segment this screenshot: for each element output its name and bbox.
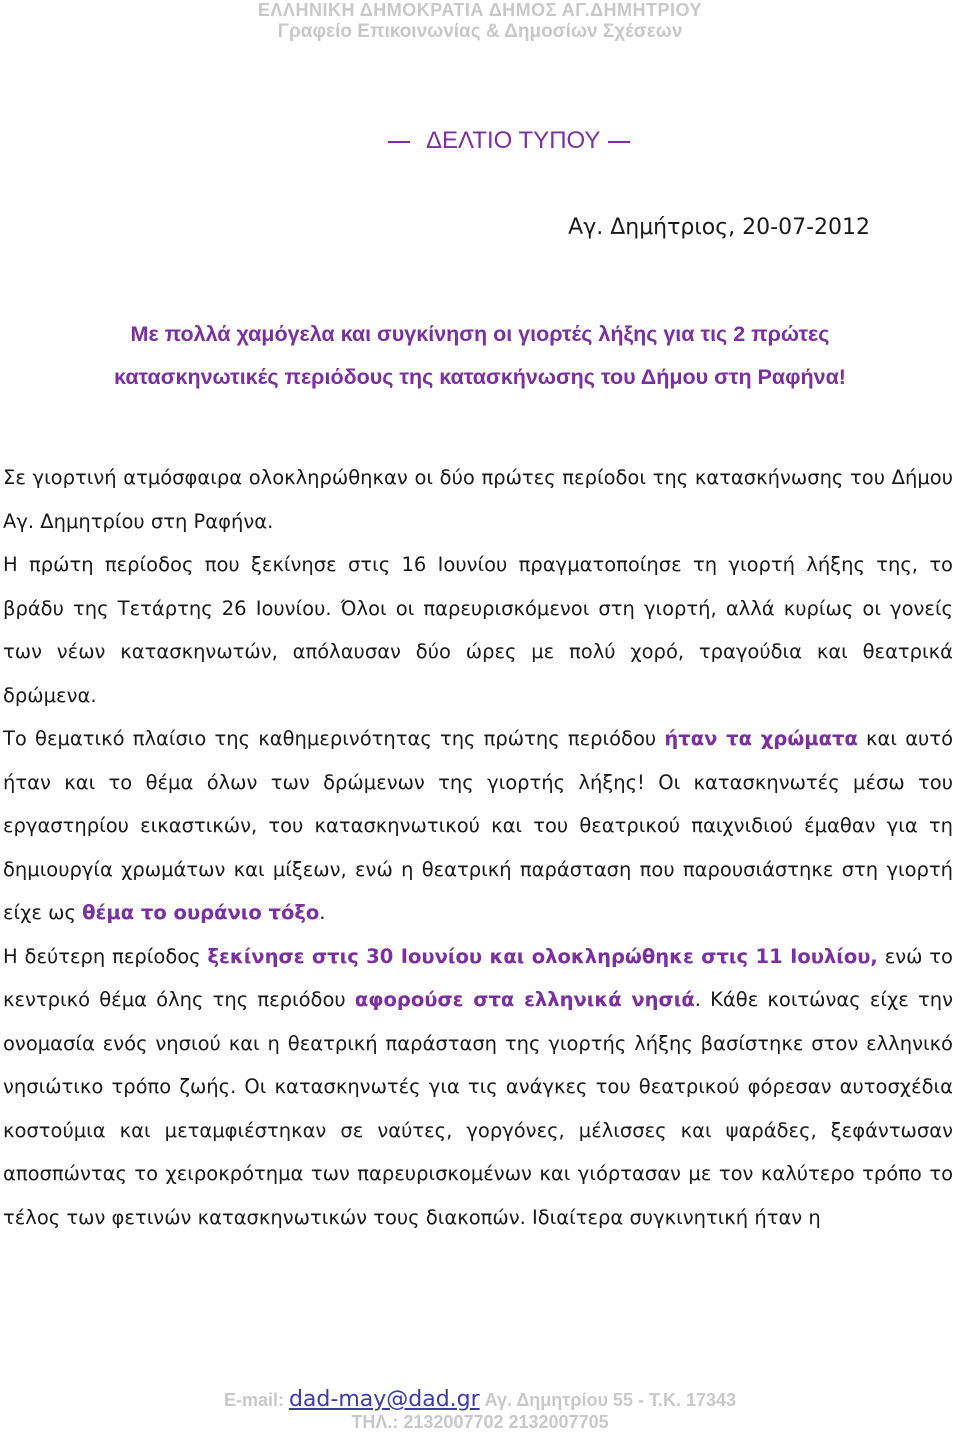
email-link[interactable]: dad-may@dad.gr <box>288 1387 480 1412</box>
email-label: E-mail: <box>223 1390 289 1410</box>
paragraph-3 <box>3 717 953 935</box>
p4-text-b: ενώ το κεντρικό θέμα όλης της περιόδου <box>3 944 953 1011</box>
p3-highlight-colors: ήταν τα χρώματα <box>664 727 858 750</box>
p3-highlight-rainbow: θέμα το ουράνιο τόξο <box>82 901 320 924</box>
subject-line-1: Με πολλά χαμόγελα και συγκίνηση οι γιορτές λήξης για τις 2 πρώτες <box>130 322 830 346</box>
header-office: Γραφείο Επικοινωνίας & Δημοσίων Σχέσεων <box>277 21 683 42</box>
release-date: Αγ. Δημήτριος, 20-07-2012 <box>568 215 870 240</box>
p4-highlight-dates: ξεκίνησε στις 30 Ιουνίου και ολοκληρώθηκε στις 11 Ιουλίου, <box>207 944 878 968</box>
p4-text-c: . Κάθε κοιτώνας είχε την ονομασία ενός νησιού και η θεατρική παράσταση της γιορτής λήξης βασίστηκε στον ελληνικό νησιώτικο τρόπο ζωής. Οι κατασκηνωτές για τις ανάγκες του θεατρικού φόρεσαν αυτοσχέδια κοστούμια και μεταμφιέστηκαν σε ναύτες, γοργόνες, μέλισσες και ψαράδες, ξεφάντωσαν αποσπώντας το χειροκρότημα των παρευρισκομένων και γιόρτασαν με τον καλύτερο τρόπο το τέλος των φετινών κατασκηνωτικών τους διακοπών. Ιδιαίτερα συγκινητική ήταν η <box>3 988 953 1229</box>
p3-text-b: και αυτό ήταν και το θέμα όλων των δρώμενων της γιορτής λήξης! Οι κατασκηνωτές μέσω του εργαστηρίου εικαστικών, του κατασκηνωτικού και του θεατρικού παιχνιδιού έμαθαν για τη δημιουργία χρωμάτων και μίξεων, ενώ η θεατρική παράσταση που παρουσιάστηκε στη γιορτή είχε ως <box>3 727 954 924</box>
title-dash-left <box>388 141 410 143</box>
footer-contact <box>0 1387 960 1412</box>
p4-highlight-islands: αφορούσε στα ελληνικά νησιά <box>354 988 695 1011</box>
header-organization: ΕΛΛΗΝΙΚΗ ΔΗΜΟΚΡΑΤΙΑ ΔΗΜΟΣ ΑΓ.ΔΗΜΗΤΡΙΟΥ <box>257 0 703 20</box>
p3-text-a: Το θεματικό πλαίσιο της καθημερινότητας της πρώτης περιόδου <box>3 727 665 750</box>
press-release-title <box>388 127 638 155</box>
title-dash-right <box>608 141 630 143</box>
paragraph-1: Σε γιορτινή ατμόσφαιρα ολοκληρώθηκαν οι δύο πρώτες περίοδοι της κατασκήνωσης του Δήμου Αγ. Δημητρίου στη Ραφήνα. <box>3 466 953 533</box>
p4-text-a: Η δεύτερη περίοδος <box>3 944 208 968</box>
subject-heading <box>0 313 960 399</box>
subject-line-2: κατασκηνωτικές περιόδους της κατασκήνωσης του Δήμου στη Ραφήνα! <box>114 365 846 389</box>
footer-phones: ΤΗΛ.: 2132007702 2132007705 <box>351 1412 609 1432</box>
paragraph-4 <box>3 935 953 1240</box>
p3-text-c: . <box>319 901 326 924</box>
press-release-label: ΔΕΛΤΙΟ ΤΥΠΟΥ <box>426 127 601 154</box>
article-body <box>3 456 953 1239</box>
paragraph-2: Η πρώτη περίοδος που ξεκίνησε στις 16 Ιουνίου πραγματοποίησε τη γιορτή λήξης της, το βράδυ της Τετάρτης 26 Ιουνίου. Όλοι οι παρευρισκόμενοι στη γιορτή, αλλά κυρίως οι γονείς των νέων κατασκηνωτών, απόλαυσαν δύο ώρες με πολύ χορό, τραγούδια και θεατρικά δρώμενα. <box>3 553 953 707</box>
footer-address: Αγ. Δημητρίου 55 - Τ.Κ. 17343 <box>479 1390 737 1410</box>
